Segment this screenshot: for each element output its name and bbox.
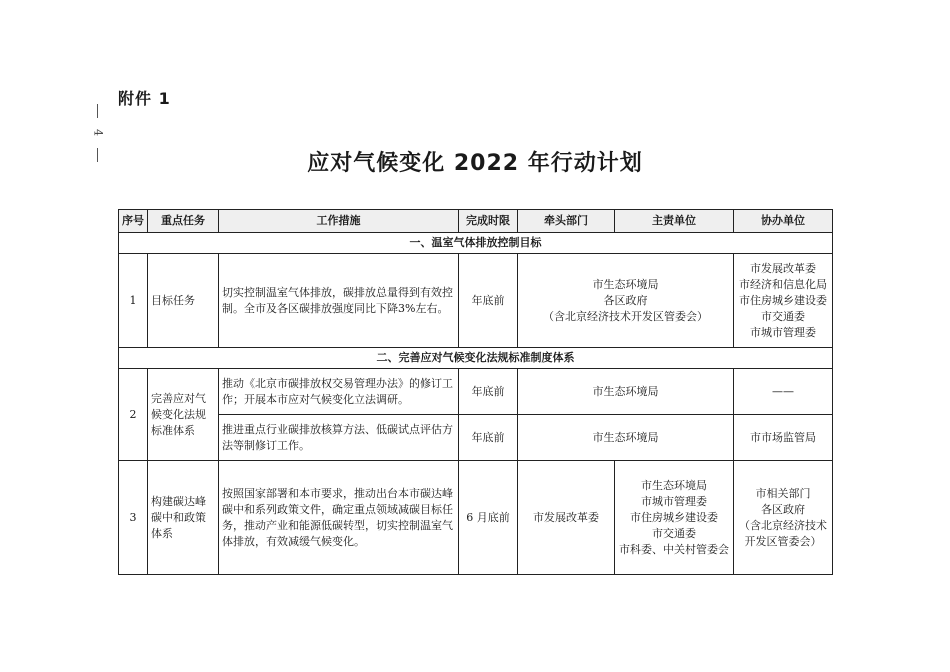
row-task: 目标任务 (148, 254, 219, 348)
row-assist: 市市场监管局 (734, 415, 833, 461)
row-no: 1 (119, 254, 148, 348)
assist-line: 市交通委 (761, 309, 805, 323)
page-number: 4 (91, 129, 105, 136)
assist-line: 市城市管理委 (750, 325, 816, 339)
table-row (119, 415, 833, 461)
table-row (119, 461, 833, 575)
section-heading: 一、温室气体排放控制目标 (119, 233, 833, 254)
divider-top (97, 104, 98, 118)
assist-line: 市经济和信息化局 (739, 277, 827, 291)
attachment-label: 附件 1 (118, 89, 171, 108)
row-no: 2 (119, 369, 148, 461)
row-deadline: 年底前 (459, 415, 518, 461)
responsible-line: 市住房城乡建设委 (630, 510, 718, 524)
header-lead: 牵头部门 (518, 210, 615, 233)
assist-line: 市发展改革委 (750, 261, 816, 275)
row-lead: 市发展改革委 (518, 461, 615, 575)
row-assist: —— (734, 369, 833, 415)
row-measure: 切实控制温室气体排放，碳排放总量得到有效控制。全市及各区碳排放强度同比下降3%左右。 (219, 254, 459, 348)
assist-line: 各区政府 (761, 502, 805, 516)
responsible-line: 市生态环境局 (641, 478, 707, 492)
row-measure: 推进重点行业碳排放核算方法、低碳试点评估方法等制修订工作。 (219, 415, 459, 461)
row-task: 完善应对气候变化法规标准体系 (148, 369, 219, 461)
header-measure: 工作措施 (219, 210, 459, 233)
section-row (119, 348, 833, 369)
header-deadline: 完成时限 (459, 210, 518, 233)
row-lead-responsible (518, 254, 734, 348)
assist-line: （含北京经济技术开发区管委会） (739, 518, 827, 548)
row-deadline: 年底前 (459, 254, 518, 348)
page-title: 应对气候变化 2022 年行动计划 (307, 151, 643, 176)
section-row (119, 233, 833, 254)
lead-line: （含北京经济技术开发区管委会） (543, 309, 708, 323)
responsible-line: 市交通委 (652, 526, 696, 540)
row-measure: 按照国家部署和本市要求，推动出台本市碳达峰碳中和系列政策文件，确定重点领域减碳目标任务，推动产业和能源低碳转型，切实控制温室气体排放，有效减缓气候变化。 (219, 461, 459, 575)
table-row (119, 254, 833, 348)
row-deadline: 6 月底前 (459, 461, 518, 575)
row-lead-responsible: 市生态环境局 (518, 415, 734, 461)
responsible-line: 市城市管理委 (641, 494, 707, 508)
row-task: 构建碳达峰碳中和政策体系 (148, 461, 219, 575)
table-header-row (119, 210, 833, 233)
header-no: 序号 (119, 210, 148, 233)
row-no: 3 (119, 461, 148, 575)
row-lead-responsible: 市生态环境局 (518, 369, 734, 415)
row-responsible (615, 461, 734, 575)
header-assist: 协办单位 (734, 210, 833, 233)
row-assist (734, 461, 833, 575)
header-task: 重点任务 (148, 210, 219, 233)
lead-line: 市生态环境局 (592, 277, 659, 291)
row-measure: 推动《北京市碳排放权交易管理办法》的修订工作；开展本市应对气候变化立法调研。 (219, 369, 459, 415)
row-deadline: 年底前 (459, 369, 518, 415)
action-plan-table (118, 209, 833, 575)
assist-line: 市相关部门 (755, 486, 811, 500)
assist-line: 市住房城乡建设委 (739, 293, 827, 307)
responsible-line: 市科委、中关村管委会 (619, 542, 729, 556)
row-assist (734, 254, 833, 348)
section-heading: 二、完善应对气候变化法规标准制度体系 (119, 348, 833, 369)
header-responsible: 主责单位 (615, 210, 734, 233)
table-row (119, 369, 833, 415)
lead-line: 各区政府 (603, 293, 648, 307)
